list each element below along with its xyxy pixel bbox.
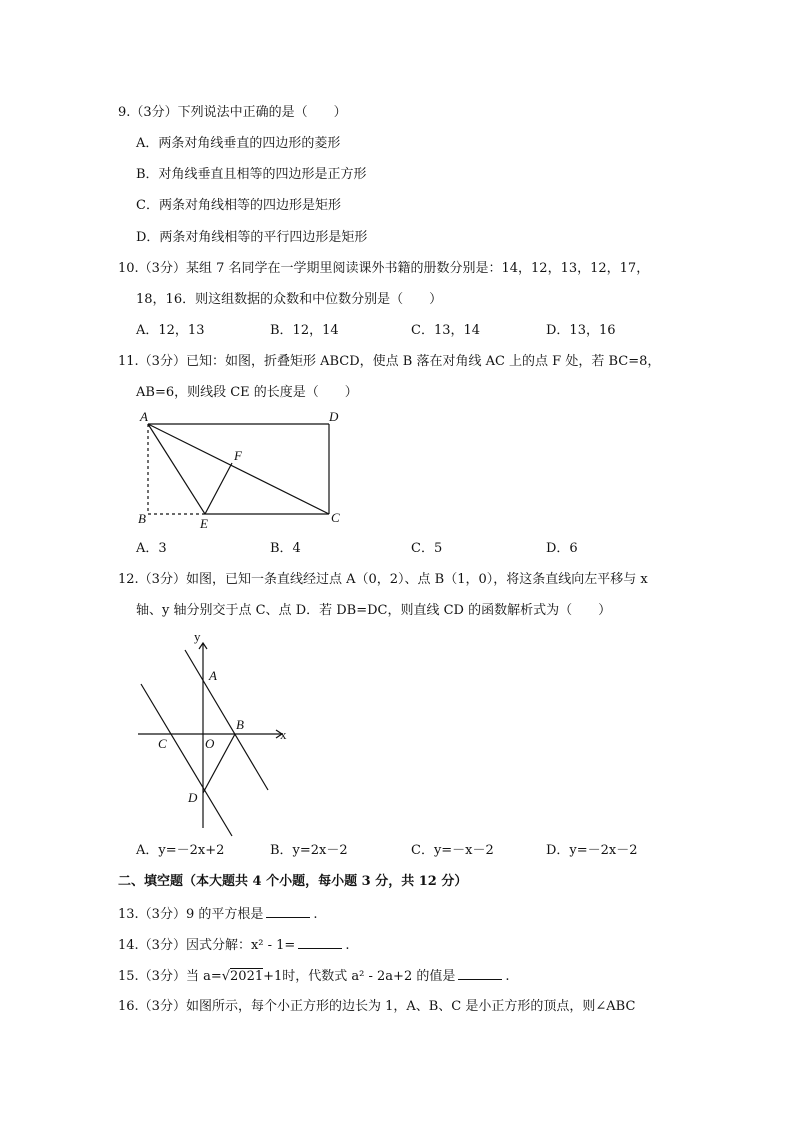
q13-end: . — [313, 907, 318, 922]
q11-stem-line2: AB=6，则线段 CE 的长度是（ ） — [136, 385, 358, 400]
q12-options — [0, 842, 794, 860]
q11-label-e: E — [200, 516, 208, 531]
q13-text: 13.（3分）9 的平方根是 — [118, 907, 264, 922]
q12-label-a: A — [209, 668, 217, 683]
q12-label-c: C — [158, 736, 167, 751]
q12-option-b: B．y=2x－2 — [270, 843, 348, 858]
q14 — [118, 936, 349, 955]
q11-option-b: B．4 — [270, 541, 301, 556]
q15-text: 15.（3分）当 a= — [118, 969, 222, 984]
q11-option-c: C．5 — [411, 541, 443, 556]
q12-option-a: A．y=－2x+2 — [136, 843, 225, 858]
q11-label-a: A — [140, 409, 148, 424]
q13-blank — [266, 905, 310, 918]
section-heading: 二、填空题（本大题共 4 个小题，每小题 3 分，共 12 分） — [118, 874, 468, 889]
q10-option-b: B．12，14 — [270, 323, 339, 338]
q11-option-a: A．3 — [136, 541, 167, 556]
q14-blank — [298, 936, 342, 949]
q12-stem-line1: 12.（3分）如图，已知一条直线经过点 A（0，2）、点 B（1，0），将这条直线向左平移与 x — [118, 572, 648, 587]
q12-option-c: C．y=－x－2 — [411, 843, 494, 858]
q12-label-b: B — [236, 717, 244, 732]
q11-label-b: B — [138, 511, 146, 526]
q16-stem: 16.（3分）如图所示，每个小正方形的边长为 1，A、B、C 是小正方形的顶点，则∠ABC — [118, 999, 636, 1014]
q12-label-o: O — [205, 736, 215, 751]
q12-label-x: x — [280, 727, 287, 742]
sqrt-sign: √ — [221, 969, 231, 984]
q15-text-mid: +1时，代数式 a² - 2a+2 的值是 — [263, 969, 456, 984]
q9-option-a: A．两条对角线垂直的四边形的菱形 — [136, 136, 341, 151]
q11-label-c: C — [331, 510, 340, 525]
q12-option-d: D．y=－2x－2 — [546, 843, 638, 858]
q11-stem-line1: 11.（3分）已知：如图，折叠矩形 ABCD，使点 B 落在对角线 AC 上的点 F 处，若 BC=8， — [118, 354, 661, 369]
q10-option-a: A．12，13 — [136, 323, 205, 338]
q11-label-f: F — [234, 448, 242, 463]
q12-stem-line2: 轴、y 轴分别交于点 C、点 D．若 DB=DC，则直线 CD 的函数解析式为（ ） — [136, 603, 612, 618]
q12-label-y: y — [194, 629, 201, 644]
q10-stem-line1: 10.（3分）某组 7 名同学在一学期里阅读课外书籍的册数分别是：14，12，13，12，17， — [118, 261, 650, 276]
q14-text: 14.（3分）因式分解：x² - 1= — [118, 938, 296, 953]
q11-option-d: D．6 — [546, 541, 578, 556]
q11-label-d: D — [329, 409, 339, 424]
q14-end: . — [345, 938, 350, 953]
q15-end: . — [505, 969, 510, 984]
q15 — [118, 967, 510, 986]
q10-option-c: C．13，14 — [411, 323, 481, 338]
q9-option-c: C．两条对角线相等的四边形是矩形 — [136, 198, 341, 213]
q12-label-d: D — [188, 790, 198, 805]
q9-option-d: D．两条对角线相等的平行四边形是矩形 — [136, 230, 368, 245]
q10-stem-line2: 18，16．则这组数据的众数和中位数分别是（ ） — [136, 292, 443, 307]
q10-option-d: D．13，16 — [546, 323, 616, 338]
q15-blank — [458, 967, 502, 980]
q13 — [118, 905, 318, 924]
q9-stem: 9.（3分）下列说法中正确的是（ ） — [118, 105, 347, 120]
q15-radicand: 2021 — [230, 969, 264, 984]
q9-option-b: B．对角线垂直且相等的四边形是正方形 — [136, 167, 367, 182]
